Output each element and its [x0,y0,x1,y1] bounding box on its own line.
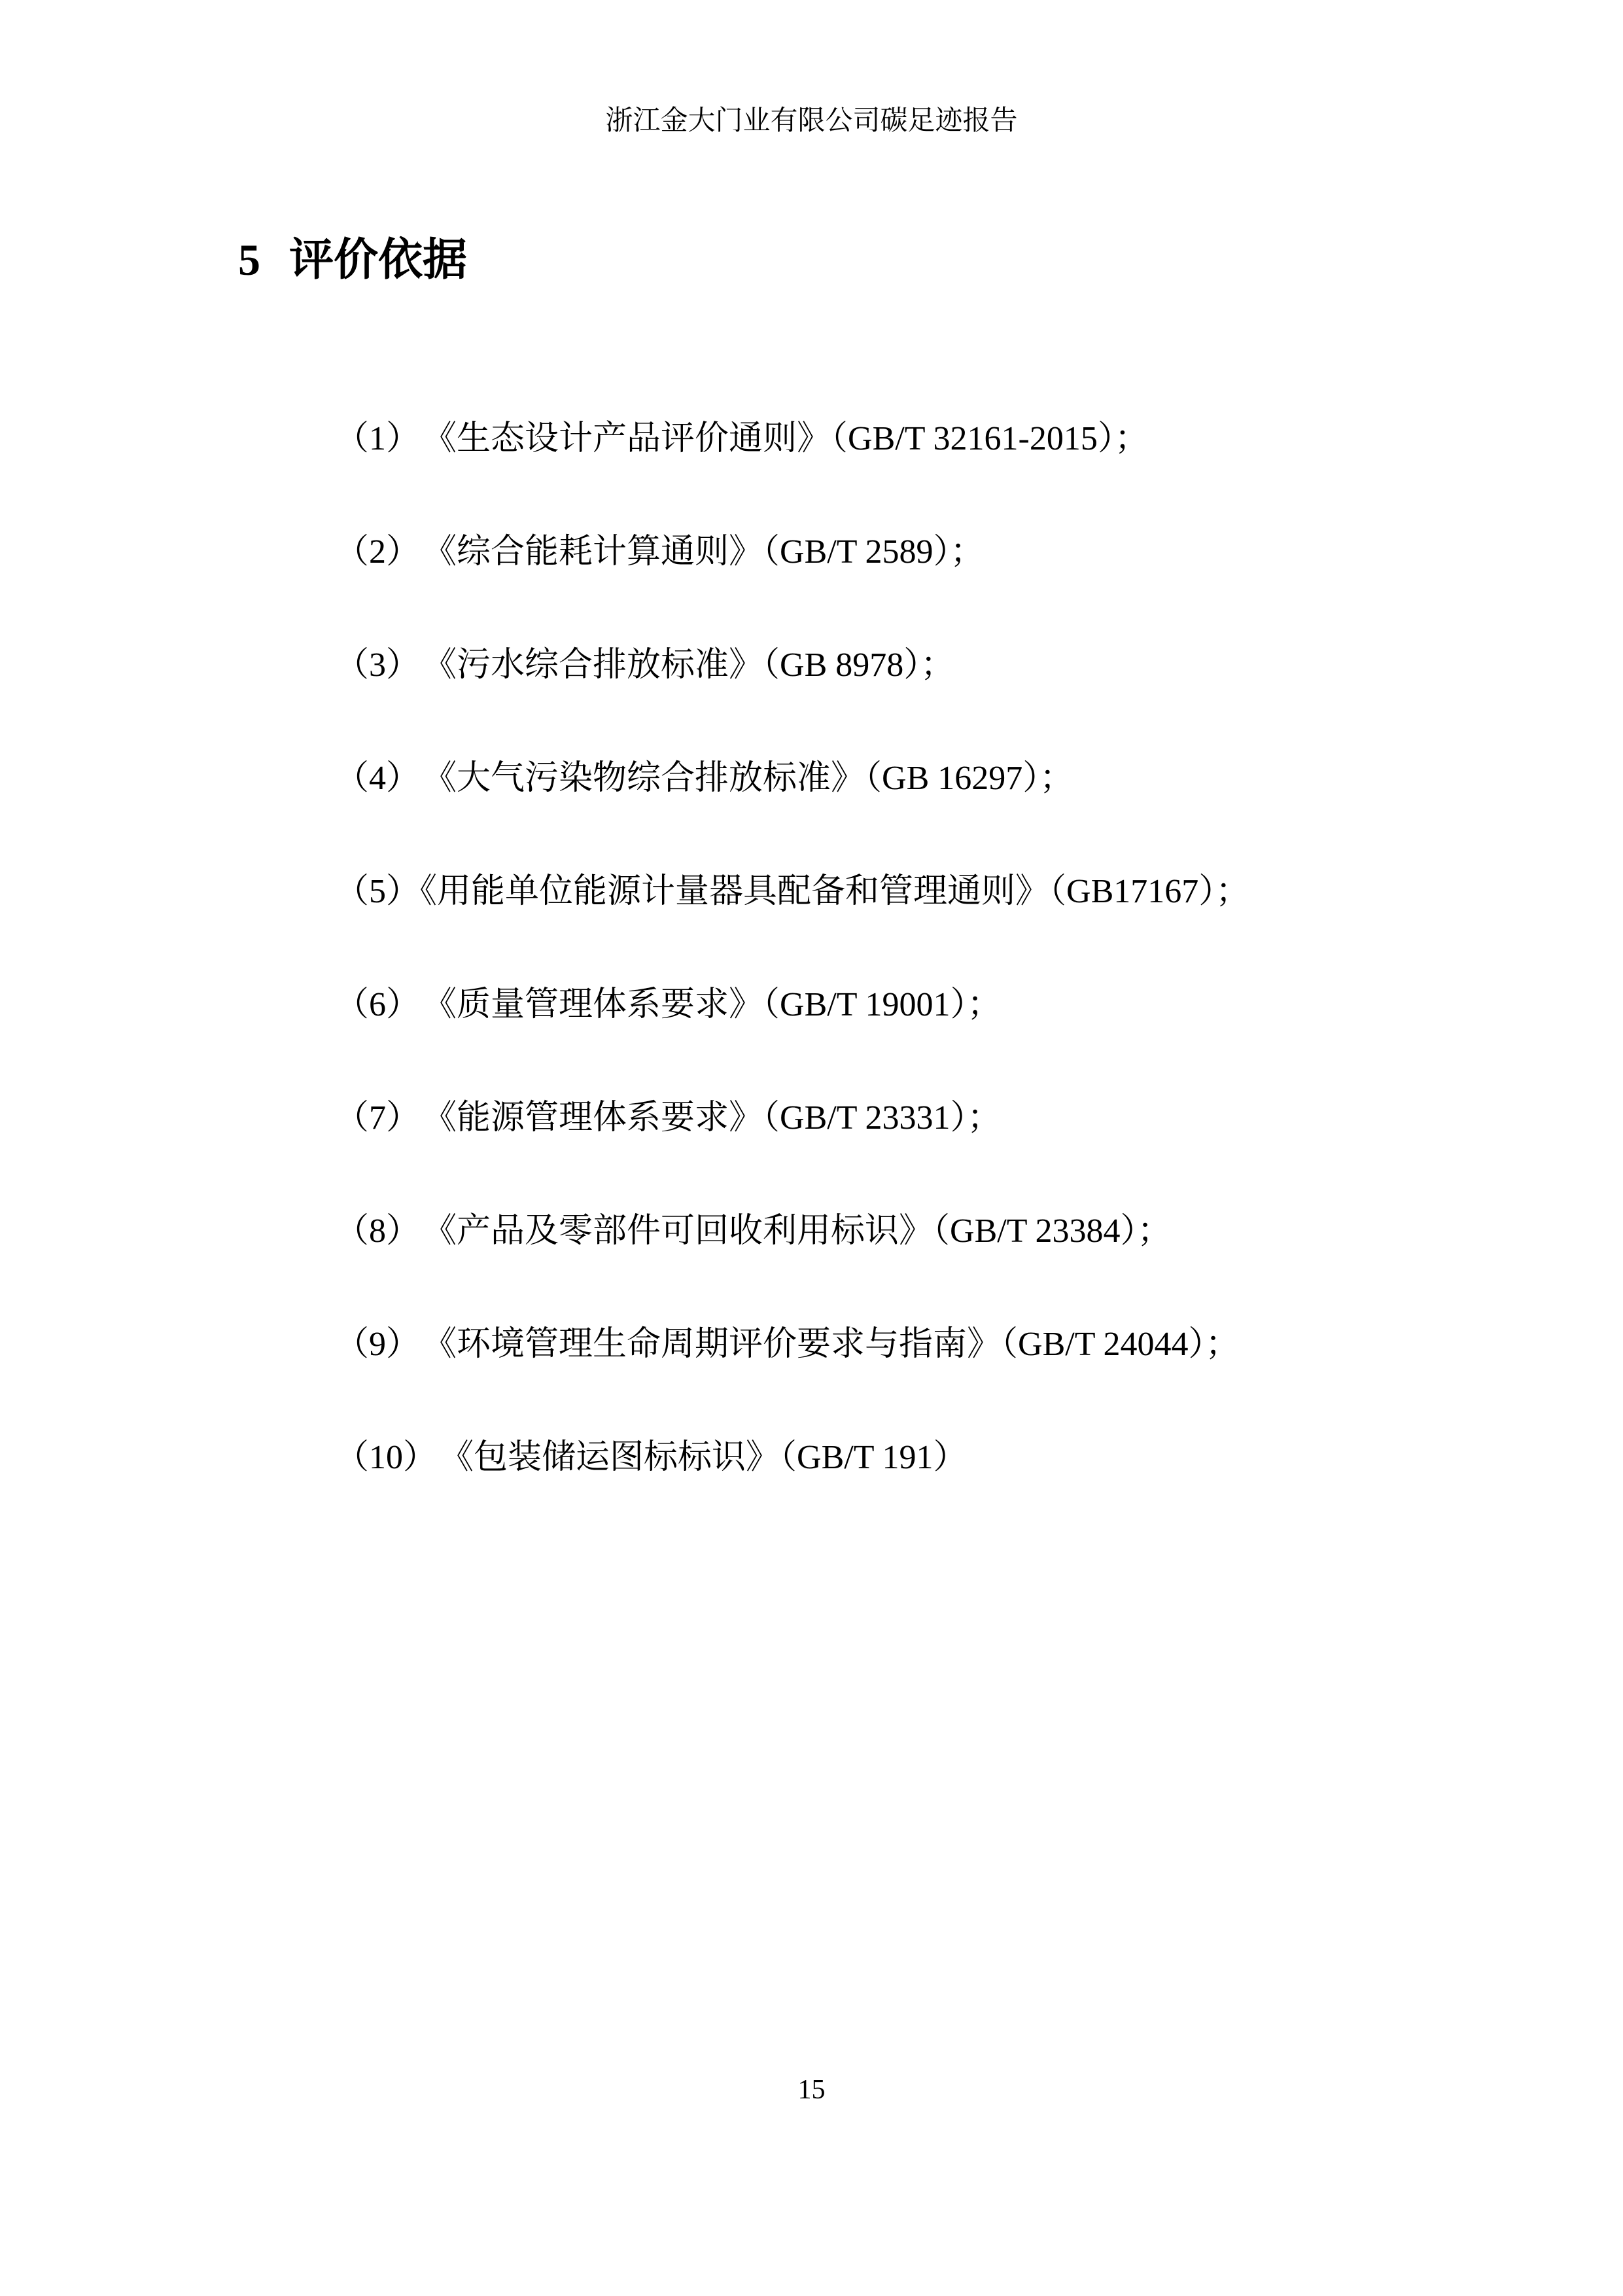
list-item [335,965,1544,1044]
section-title-text: 评价依据 [289,235,468,285]
list-item [335,626,1544,705]
item-text: 《产品及零部件可回收利用标识》（GB/T 23384）； [440,1212,1172,1250]
list-item [335,1305,1544,1384]
item-number: （10） [335,1439,438,1476]
item-text: 《大气污染物综合排放标准》（GB 16297）； [440,760,1074,797]
item-number: （7） [335,1099,421,1137]
item-number: （6） [335,986,421,1023]
item-text: 《综合能耗计算通则》（GB/T 2589）； [440,533,985,571]
list-item [335,1078,1544,1157]
item-number: （3） [335,646,421,684]
item-text: 《污水综合排放标准》（GB 8978）； [440,646,955,684]
item-text: 《用能单位能源计量器具配备和管理通则》（GB17167）； [420,873,1250,910]
item-text: 《质量管理体系要求》（GB/T 19001）； [440,986,1002,1023]
reference-list [335,365,1544,1531]
item-text: 《环境管理生命周期评价要求与指南》（GB/T 24044）； [440,1326,1240,1363]
section-number: 5 [238,235,260,285]
list-item [335,739,1544,818]
page-number: 15 [797,2075,826,2105]
list-item [335,399,1544,478]
item-text: 《包装储运图标标识》（GB/T 191） [457,1439,968,1476]
section-title [238,234,467,285]
item-number: （2） [335,533,421,571]
item-number: （8） [335,1212,421,1250]
item-number: （5） [335,873,421,910]
list-item [335,512,1544,592]
list-item [335,852,1544,931]
item-number: （9） [335,1326,421,1363]
item-number: （4） [335,760,421,797]
item-text: 《能源管理体系要求》（GB/T 23331）； [440,1099,1002,1137]
list-item [335,1192,1544,1271]
item-text: 《生态设计产品评价通则》（GB/T 32161-2015）； [440,420,1149,457]
item-number: （1） [335,420,421,457]
list-item [335,1418,1544,1497]
page-header: 浙江金大门业有限公司碳足迹报告 [605,106,1018,136]
